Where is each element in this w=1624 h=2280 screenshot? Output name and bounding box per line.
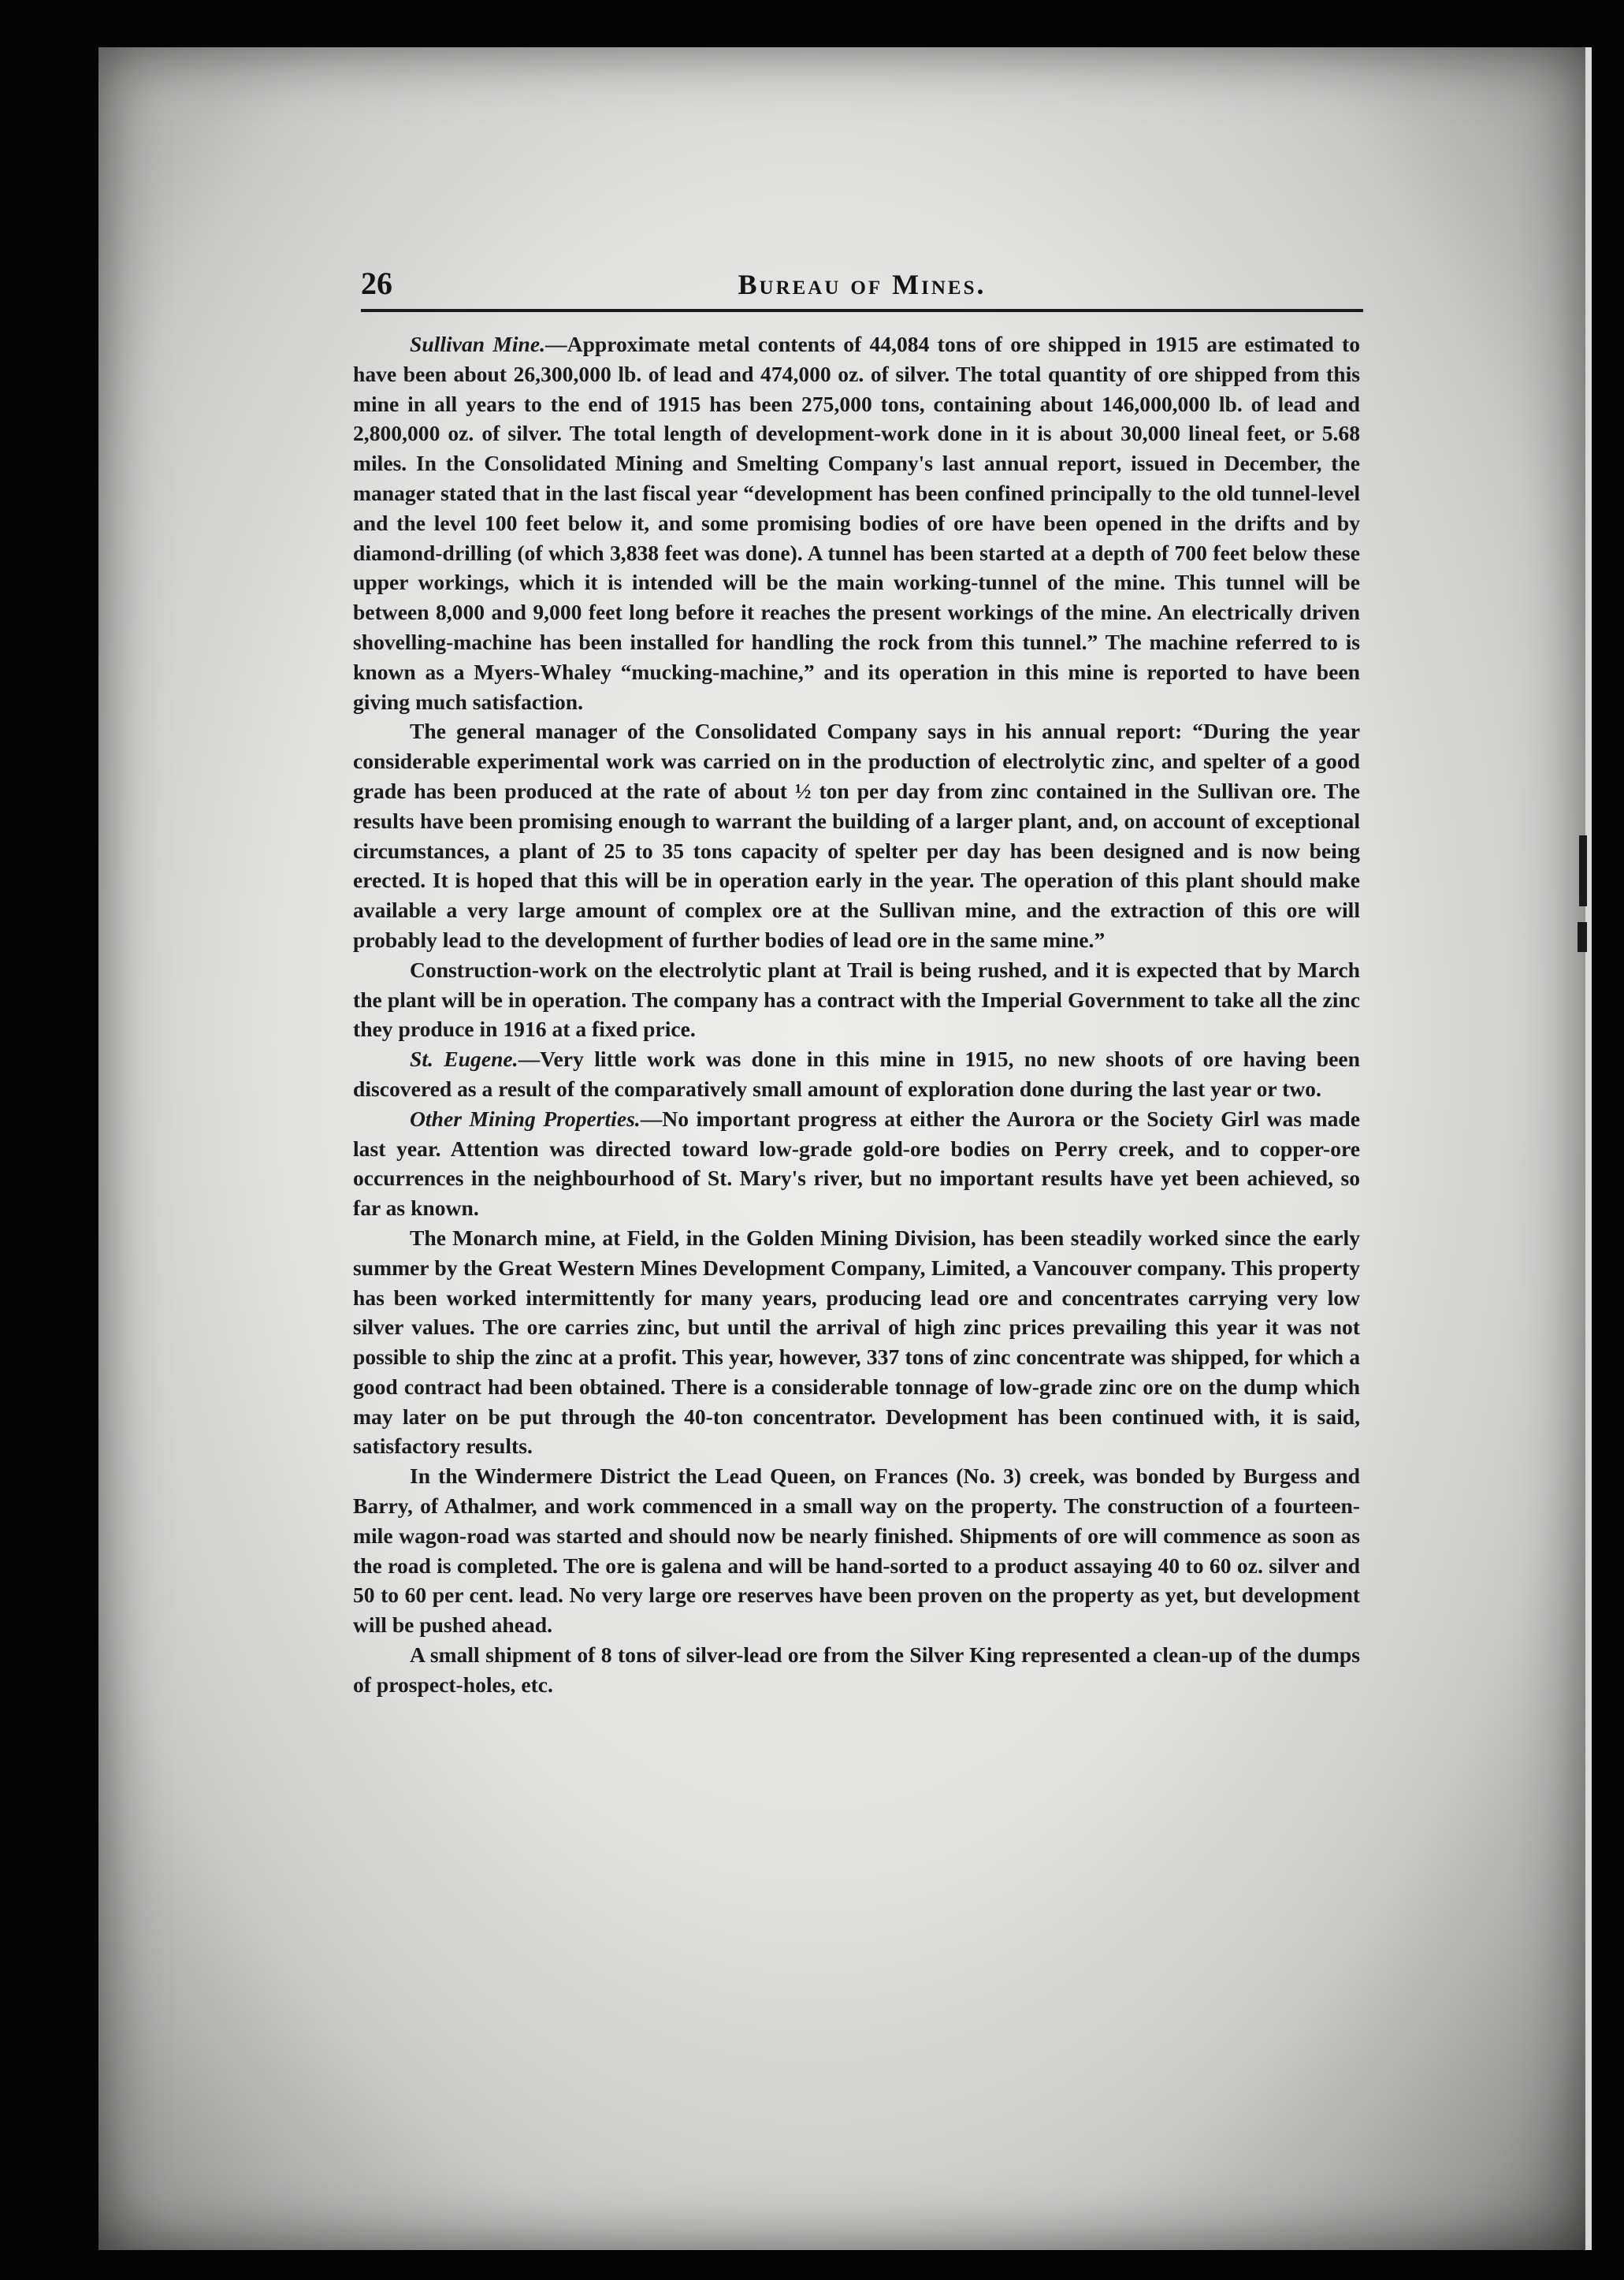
section-heading: Other Mining Properties. [410, 1106, 641, 1131]
paragraph-text: —Very little work was done in this mine in 1915, no new shoots of ore having been discovered as a result of the comparatively small amount of exploration done during the last year or two. [353, 1047, 1360, 1101]
paragraph-text: The general manager of the Consolidated Company says in his annual report: “During the year considerable experimental work was carried on in the production of electrolytic zinc, and spelter of a good grade has been produced at the rate of about ½ ton per day from zinc contained in the Sullivan ore. The results have been promising enough to warrant the building of a larger plant, and, on account of exceptional circumstances, a plant of 25 to 35 tons capacity of spelter per day has been designed and is now being erected. It is hoped that this will be in operation early in the year. The operation of this plant should make available a very large amount of complex ore at the Sullivan mine, and the extraction of this ore will probably lead to the development of further bodies of lead ore in the same mine.” [353, 719, 1360, 952]
scan-mark [1578, 922, 1587, 952]
scan-mark [1579, 835, 1587, 906]
paragraph-text: A small shipment of 8 tons of silver-lead ore from the Silver King represented a clean-up of the dumps of prospect-holes, etc. [353, 1642, 1360, 1697]
section-heading: Sullivan Mine. [410, 332, 546, 356]
page-edge [1585, 47, 1592, 2250]
page-number: 26 [361, 266, 392, 301]
paragraph-text: The Monarch mine, at Field, in the Golden Mining Division, has been steadily worked since the early summer by the Great Western Mines Development Company, Limited, a Vancouver company. This property has been worked intermittently for many years, producing lead ore and concentrates carrying very low silver values. The ore carries zinc, but until the arrival of high zinc prices prevailing this year it was not possible to ship the zinc at a profit. This year, however, 337 tons of zinc concentrate was shipped, for which a good contract had been obtained. There is a considerable tonnage of low-grade zinc ore on the dump which may later on be put through the 40-ton concentrator. Development has been continued with, it is said, satisfactory results. [353, 1225, 1360, 1459]
body-text [353, 329, 1360, 1700]
paragraph-other-properties [353, 1104, 1360, 1223]
paragraph-consolidated-report [353, 716, 1360, 954]
paragraph-silver-king [353, 1640, 1360, 1700]
paragraph-monarch-mine [353, 1223, 1360, 1461]
paragraph-sullivan-mine [353, 329, 1360, 716]
section-heading: St. Eugene. [410, 1047, 518, 1072]
header-rule [361, 309, 1363, 312]
paragraph-windermere [353, 1461, 1360, 1640]
paragraph-text: —Approximate metal contents of 44,084 tons of ore shipped in 1915 are estimated to have been about 26,300,000 lb. of lead and 474,000 oz. of silver. The total quantity of ore shipped from this mine in all years to the end of 1915 has been 275,000 tons, containing about 146,000,000 lb. of lead and 2,800,000 oz. of silver. The total length of development-work done in it is about 30,000 lineal feet, or 5.68 miles. In the Consolidated Mining and Smelting Company's last annual report, issued in December, the manager stated that in the last fiscal year “development has been confined principally to the old tunnel-level and the level 100 feet below it, and some promising bodies of ore have been opened in the drifts and by diamond-drilling (of which 3,838 feet was done). A tunnel has been started at a depth of 700 feet below these upper workings, which it is intended will be the main working-tunnel of the mine. This tunnel will be between 8,000 and 9,000 feet long before it reaches the present workings of the mine. An electrically driven shovelling-machine has been installed for handling the rock from this tunnel.” The machine referred to is known as a Myers-Whaley “mucking-machine,” and its operation in this mine is reported to have been giving much satisfaction. [353, 332, 1360, 714]
paragraph-text: In the Windermere District the Lead Queen, on Frances (No. 3) creek, was bonded by Burgess and Barry, of Athalmer, and work commenced in a small way on the property. The construction of a fourteen-mile wagon-road was started and should now be nearly finished. Shipments of ore will commence as soon as the road is completed. The ore is galena and will be hand-sorted to a product assaying 40 to 60 oz. silver and 50 to 60 per cent. lead. No very large ore reserves have been proven on the property as yet, but development will be pushed ahead. [353, 1464, 1360, 1638]
running-header [361, 260, 1363, 307]
paragraph-trail-plant [353, 955, 1360, 1044]
paragraph-st-eugene [353, 1044, 1360, 1104]
paragraph-text: —No important progress at either the Aurora or the Society Girl was made last year. Attention was directed toward low-grade gold-ore bodies on Perry creek, and to copper-ore occurrences in the neighbourhood of St. Mary's river, but no important results have yet been achieved, so far as known. [353, 1106, 1360, 1221]
paragraph-text: Construction-work on the electrolytic plant at Trail is being rushed, and it is expected that by March the plant will be in operation. The company has a contract with the Imperial Government to take all the zinc they produce in 1916 at a fixed price. [353, 957, 1360, 1042]
running-title: Bureau of Mines. [738, 269, 987, 300]
